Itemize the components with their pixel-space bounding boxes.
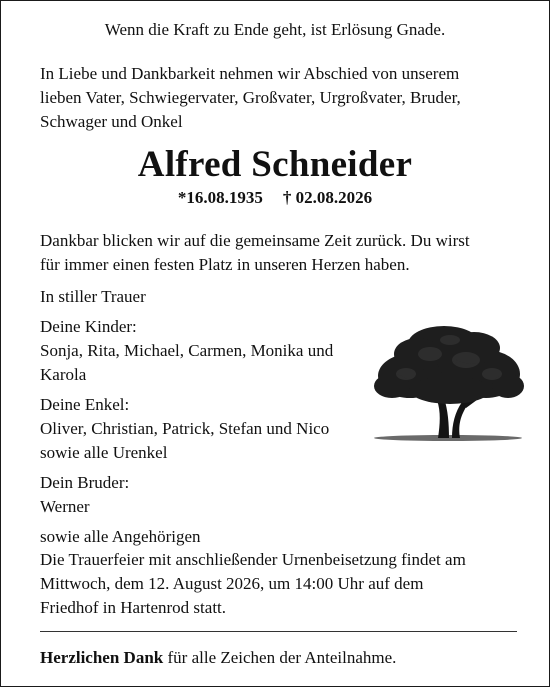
mourning-intro: In stiller Trauer	[40, 287, 146, 306]
funeral-info-line: Die Trauerfeier mit anschließender Urnenbeisetzung findet am	[40, 550, 466, 569]
gratitude-line: Dankbar blicken wir auf die gemeinsame Zeit zurück. Du wirst	[40, 231, 470, 250]
motto: Wenn die Kraft zu Ende geht, ist Erlösung Gnade.	[104, 20, 446, 39]
funeral-info-line: Mittwoch, dem 12. August 2026, um 14:00 Uhr auf dem	[40, 574, 424, 593]
children-label: Deine Kinder:	[40, 317, 137, 336]
grandchildren-label: Deine Enkel:	[40, 395, 130, 414]
deceased-name: Alfred Schneider	[137, 144, 413, 185]
children-names: Sonja, Rita, Michael, Carmen, Monika und	[40, 341, 334, 360]
intro-line: In Liebe und Dankbarkeit nehmen wir Abschied von unserem	[40, 64, 460, 83]
grandchildren-names: Oliver, Christian, Patrick, Stefan und Nico	[40, 419, 330, 438]
thanks-emphasis: Herzlichen Dank	[40, 648, 164, 667]
gratitude-line: für immer einen festen Platz in unseren Herzen haben.	[40, 255, 410, 274]
divider-line	[40, 631, 517, 632]
thanks-text: für alle Zeichen der Anteilnahme.	[163, 648, 397, 667]
intro-line: Schwager und Onkel	[40, 112, 183, 131]
gratitude-text	[40, 229, 525, 277]
birth-date: *16.08.1935	[177, 188, 263, 207]
mourners-list	[40, 285, 370, 549]
intro-line: lieben Vater, Schwiegervater, Großvater, Urgroßvater, Bruder,	[40, 88, 461, 107]
brother-label: Dein Bruder:	[40, 473, 130, 492]
funeral-info	[40, 548, 520, 620]
death-date: † 02.08.2026	[282, 188, 373, 207]
relatives-line: sowie alle Angehörigen	[40, 527, 201, 546]
thanks-line	[40, 646, 520, 670]
oak-tree-icon	[370, 324, 526, 446]
intro-text	[40, 62, 520, 134]
life-dates	[0, 187, 550, 209]
funeral-info-line: Friedhof in Hartenrod statt.	[40, 598, 227, 617]
brother-name: Werner	[40, 497, 90, 516]
children-names: Karola	[40, 365, 87, 384]
grandchildren-names: sowie alle Urenkel	[40, 443, 168, 462]
